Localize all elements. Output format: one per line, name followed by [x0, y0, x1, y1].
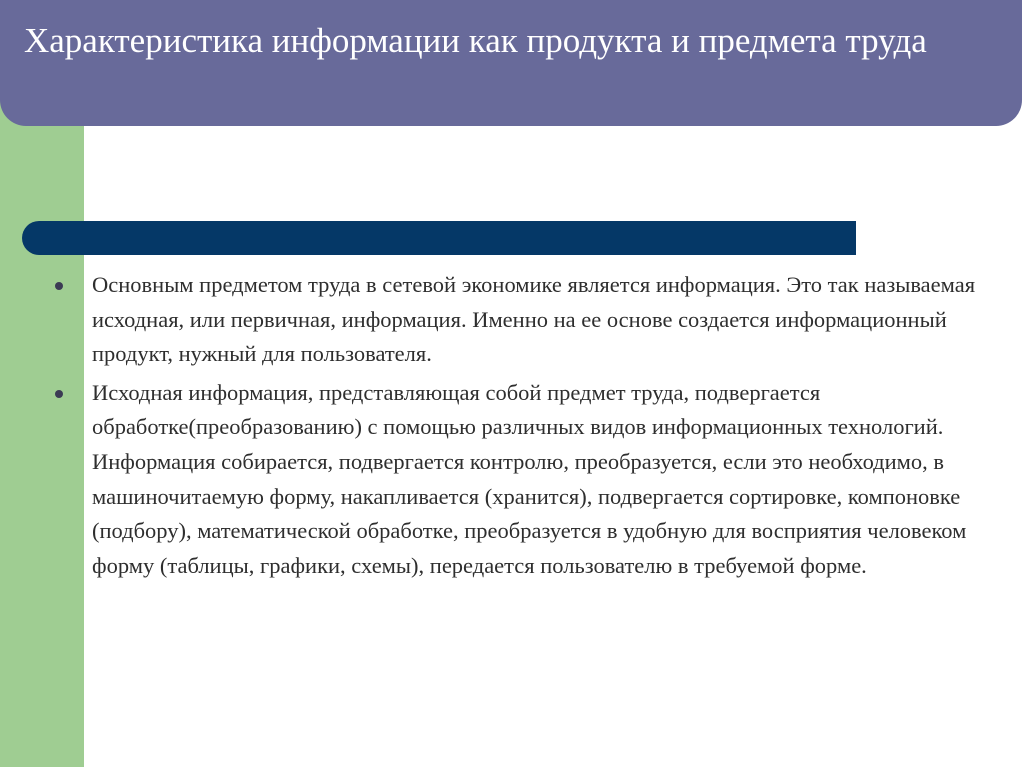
bullet-text: Основным предметом труда в сетевой экономике является информация. Это так называемая исходная, или первичная, информация. Именно на ее основе создается информационный продукт, нужный для пользователя. [92, 272, 976, 367]
bullet-text: Исходная информация, представляющая собой предмет труда, подвергается обработке(преобразованию) с помощью различных видов информационных технологий. Информация собирается, подвергается контролю, преобразуется, если это необходимо, в машиночитаемую форму, накапливается (хранится), подвергается сортировке, компоновке (подбору), математической обработке, преобразуется в удобную для восприятия человеком форму (таблицы, графики, схемы), передается пользователю в требуемой форме. [92, 379, 967, 578]
slide-content [50, 268, 980, 587]
slide-title: Характеристика информации как продукта и предмета труда [24, 21, 927, 60]
bullet-item [50, 376, 980, 584]
title-bar [0, 0, 1022, 126]
bullet-item [50, 268, 980, 372]
accent-divider-bar [22, 221, 856, 255]
bullet-dot-icon [55, 390, 63, 398]
bullet-list [50, 268, 980, 583]
bullet-dot-icon [55, 282, 63, 290]
